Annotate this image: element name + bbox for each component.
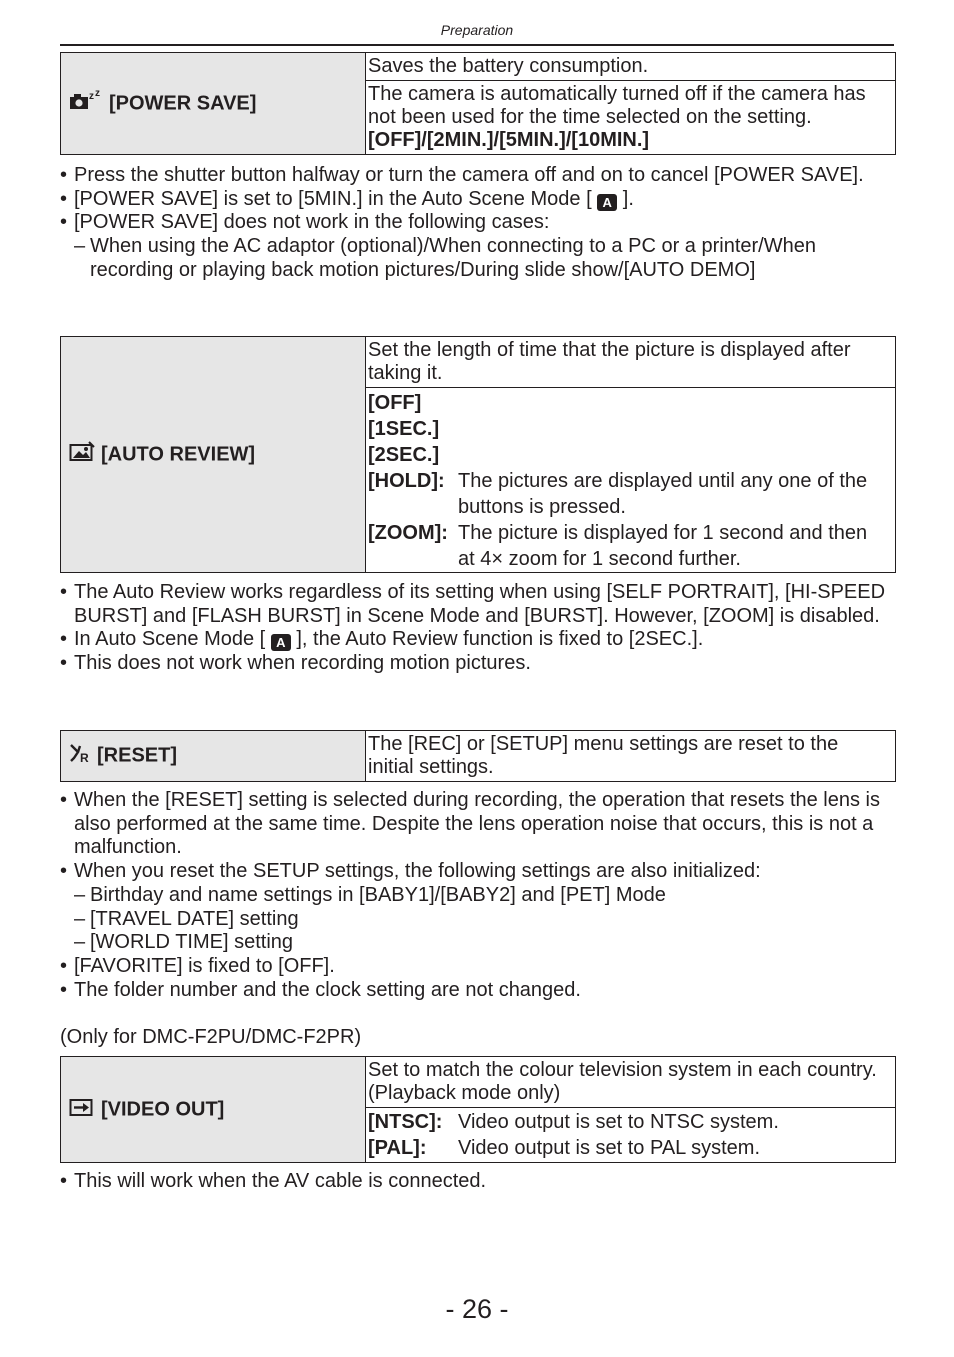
option-zoom-desc: The picture is displayed for 1 second and then at 4× zoom for 1 second further.	[458, 522, 868, 570]
note-item: • When you reset the SETUP settings, the following settings are also initialized:	[60, 860, 894, 884]
note-item: • [POWER SAVE] does not work in the following cases:	[60, 211, 894, 235]
note-subitem: – [TRAVEL DATE] setting	[60, 908, 894, 932]
page-header	[60, 20, 894, 46]
power-save-details	[366, 81, 896, 155]
note-item: • The folder number and the clock setting are not changed.	[60, 979, 894, 1003]
power-save-label: [POWER SAVE]	[109, 91, 257, 114]
model-note: (Only for DMC-F2PU/DMC-F2PR)	[60, 1026, 362, 1048]
option-pal: [PAL]:	[368, 1137, 427, 1159]
note-item: • This will work when the AV cable is connected.	[60, 1170, 894, 1194]
power-save-table	[60, 52, 896, 155]
option-ntsc: [NTSC]:	[368, 1111, 443, 1133]
video-out-icon	[69, 1096, 95, 1124]
reset-table	[60, 730, 896, 782]
option-zoom: [ZOOM]:	[368, 522, 448, 544]
note-subitem: – Birthday and name settings in [BABY1]/[BABY2] and [PET] Mode	[60, 884, 894, 908]
power-save-icon	[69, 90, 103, 118]
option-hold-desc: The pictures are displayed until any one of the buttons is pressed.	[458, 470, 868, 518]
power-save-label-cell	[61, 53, 366, 155]
reset-label: [RESET]	[97, 744, 177, 767]
note-subitem: – [WORLD TIME] setting	[60, 931, 894, 955]
option-1sec: [1SEC.]	[368, 418, 440, 440]
auto-review-desc: Set the length of time that the picture is displayed after taking it.	[366, 337, 896, 388]
auto-review-table	[60, 336, 896, 573]
reset-notes	[60, 789, 894, 1002]
reset-label-cell	[61, 731, 366, 782]
note-item: • When the [RESET] setting is selected during recording, the operation that resets the lens is also performed at the same time. Despite the lens operation noise that occurs, this is not a malfunction.	[60, 789, 894, 860]
auto-review-label-cell	[61, 337, 366, 573]
svg-text:z: z	[89, 90, 94, 102]
option-2sec: [2SEC.]	[368, 444, 440, 466]
note-subitem: – When using the AC adaptor (optional)/When connecting to a PC or a printer/When recording or playing back motion pictures/During slide show/[AUTO DEMO]	[60, 235, 894, 282]
note-item: • Press the shutter button halfway or turn the camera off and on to cancel [POWER SAVE].	[60, 164, 894, 188]
note-item: • [POWER SAVE] is set to [5MIN.] in the Auto Scene Mode [ A ].	[60, 188, 894, 212]
power-save-desc: Saves the battery consumption.	[366, 53, 896, 81]
section-title: Preparation	[440, 22, 514, 38]
video-out-label-cell	[61, 1057, 366, 1163]
auto-review-label: [AUTO REVIEW]	[101, 442, 256, 465]
video-out-notes	[60, 1170, 894, 1194]
option-hold: [HOLD]:	[368, 470, 445, 492]
option-ntsc-desc: Video output is set to NTSC system.	[458, 1111, 779, 1133]
auto-review-icon	[69, 441, 95, 469]
power-save-notes	[60, 164, 894, 283]
auto-review-options	[366, 388, 896, 573]
reset-desc: The [REC] or [SETUP] menu settings are reset to the initial settings.	[366, 731, 896, 782]
page-number: - 26 -	[445, 1294, 509, 1324]
intelligent-auto-icon: A	[271, 634, 291, 651]
note-item: • [FAVORITE] is fixed to [OFF].	[60, 955, 894, 979]
option-pal-desc: Video output is set to PAL system.	[458, 1137, 761, 1159]
reset-icon	[69, 742, 91, 770]
video-out-options	[366, 1108, 896, 1163]
option-off: [OFF]	[368, 392, 422, 414]
auto-review-notes	[60, 581, 894, 676]
note-item: • In Auto Scene Mode [ A ], the Auto Review function is fixed to [2SEC.].	[60, 628, 894, 652]
power-save-options: [OFF]/[2MIN.]/[5MIN.]/[10MIN.]	[368, 129, 650, 151]
svg-text:R: R	[80, 751, 89, 764]
note-item: • This does not work when recording motion pictures.	[60, 652, 894, 676]
note-item: • The Auto Review works regardless of its setting when using [SELF PORTRAIT], [HI-SPEED BURST] and [FLASH BURST] in Scene Mode and [BURST]. However, [ZOOM] is disabled.	[60, 581, 894, 628]
video-out-desc: Set to match the colour television system in each country. (Playback mode only)	[366, 1057, 896, 1108]
power-save-detail-text: The camera is automatically turned off if the camera has not been used for the time selected on the setting.	[368, 83, 866, 128]
intelligent-auto-icon: A	[597, 194, 617, 211]
video-out-table	[60, 1056, 896, 1163]
video-out-label: [VIDEO OUT]	[101, 1097, 225, 1120]
svg-text:z: z	[95, 89, 100, 99]
